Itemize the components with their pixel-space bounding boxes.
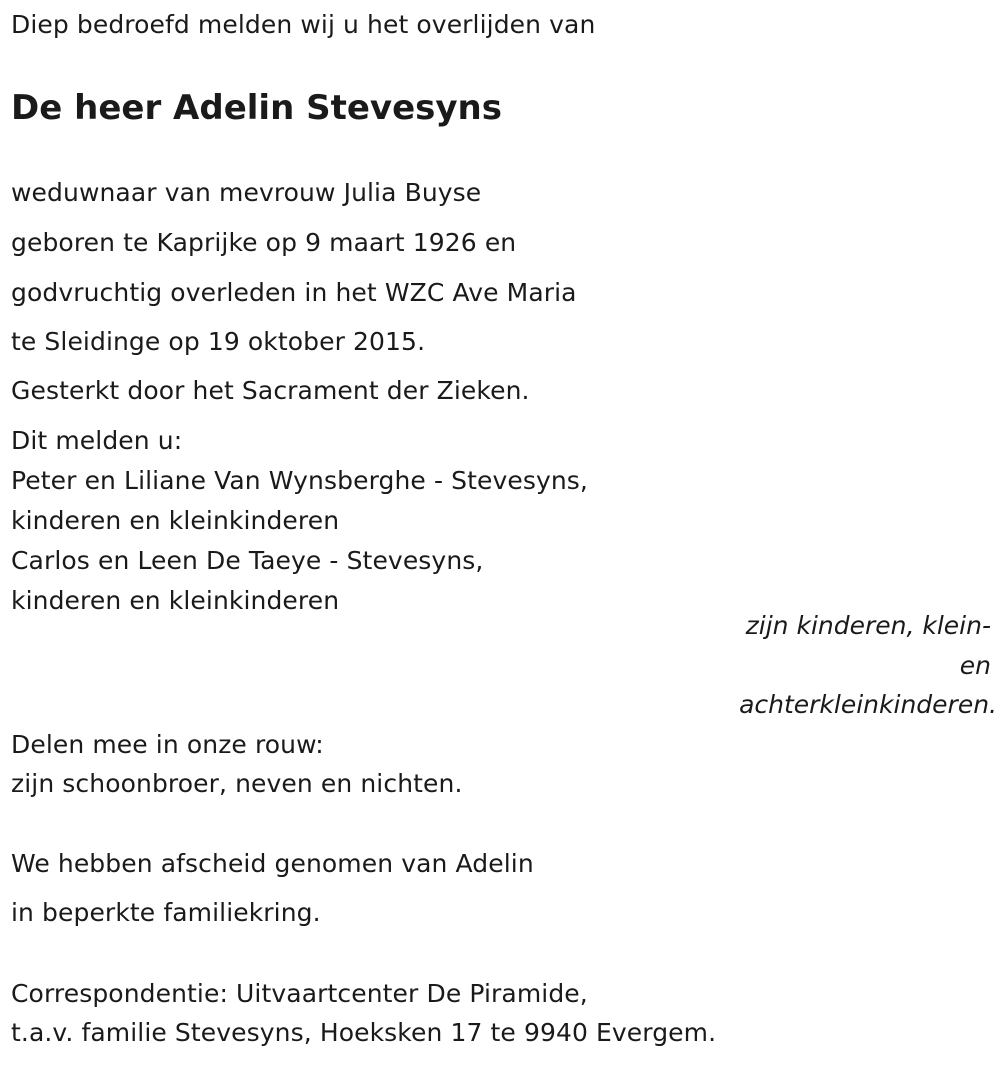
- farewell-line: We hebben afscheid genomen van Adelin: [11, 849, 534, 878]
- family-summary-line: en: [959, 651, 991, 680]
- family-summary-line: zijn kinderen, klein-: [745, 611, 991, 640]
- announcer-line: Peter en Liliane Van Wynsberghe - Stevesyns,: [11, 466, 588, 495]
- detail-line: geboren te Kaprijke op 9 maart 1926 en: [11, 228, 517, 257]
- mourners-text: zijn schoonbroer, neven en nichten.: [11, 769, 463, 798]
- announcer-line: kinderen en kleinkinderen: [11, 506, 340, 535]
- announcers-heading: Dit melden u:: [11, 426, 183, 455]
- farewell-line: in beperkte familiekring.: [11, 898, 321, 927]
- detail-line: godvruchtig overleden in het WZC Ave Maria: [11, 278, 577, 307]
- intro-text: Diep bedroefd melden wij u het overlijden van: [11, 10, 596, 39]
- correspondence-line: t.a.v. familie Stevesyns, Hoeksken 17 te 9940 Evergem.: [11, 1018, 717, 1047]
- correspondence-line: Correspondentie: Uitvaartcenter De Piramide,: [11, 979, 588, 1008]
- announcer-line: kinderen en kleinkinderen: [11, 586, 340, 615]
- detail-line: te Sleidinge op 19 oktober 2015.: [11, 327, 426, 356]
- mourners-heading: Delen mee in onze rouw:: [11, 730, 324, 759]
- deceased-name: De heer Adelin Stevesyns: [11, 88, 502, 128]
- detail-line: weduwnaar van mevrouw Julia Buyse: [11, 178, 482, 207]
- announcer-line: Carlos en Leen De Taeye - Stevesyns,: [11, 546, 484, 575]
- family-summary-line: achterkleinkinderen.: [739, 690, 997, 719]
- detail-line: Gesterkt door het Sacrament der Zieken.: [11, 376, 530, 405]
